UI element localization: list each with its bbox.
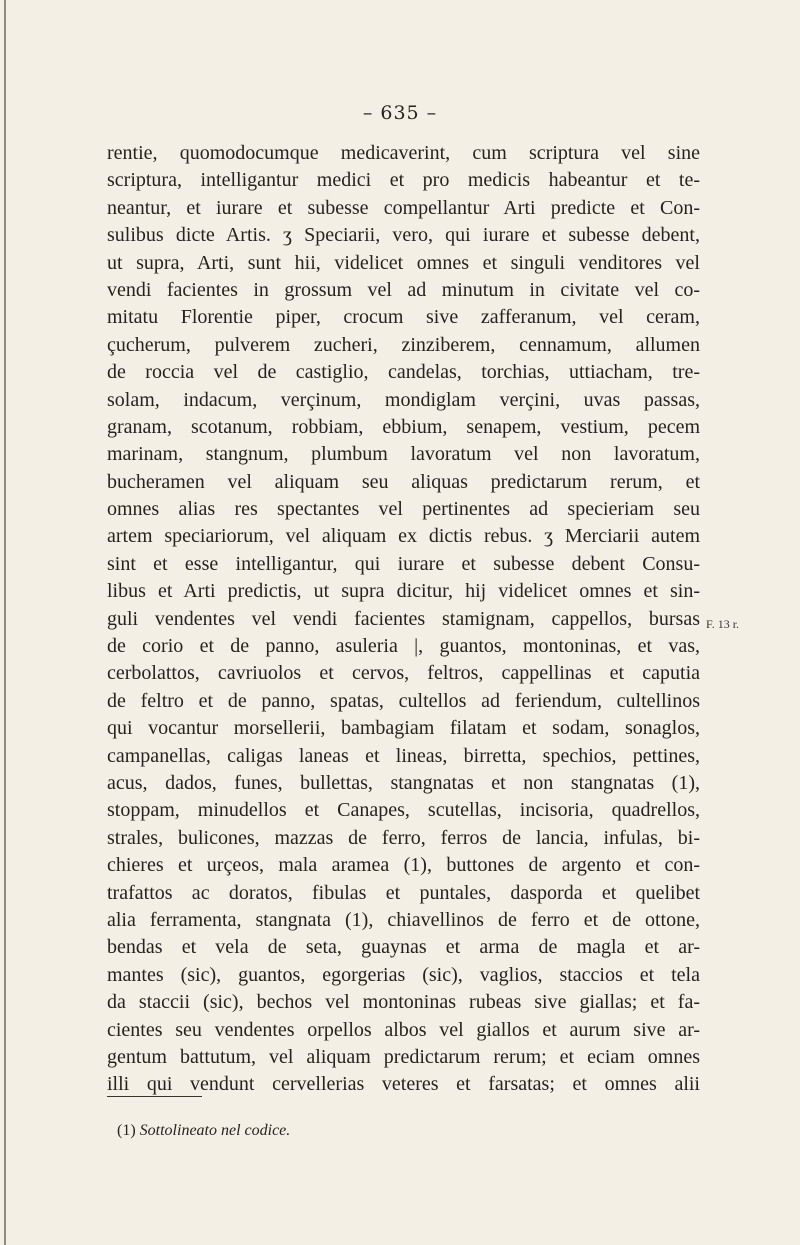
text-line: da staccii (sic), bechos vel montoninas rubeas sive giallas; et fa- (107, 991, 700, 1014)
text-line: rentie, quomodocumque medicaverint, cum scriptura vel sine (107, 142, 700, 164)
text-line: granam, scotanum, robbiam, ebbium, senapem, vestium, pecem (107, 415, 700, 438)
text-line: gentum battutum, vel aliquam predictarum rerum; et eciam omnes (107, 1045, 700, 1068)
text-line: mantes (sic), guantos, egorgerias (sic), vaglios, staccios et tela (107, 963, 700, 986)
text-line: sulibus dicte Artis. ʒ Speciarii, vero, qui iurare et subesse debent, (107, 224, 700, 247)
text-line: solam, indacum, verçinum, mondiglam verçini, uvas passas, (107, 388, 700, 411)
text-line: cientes seu vendentes orpellos albos vel giallos et aurum sive ar- (107, 1018, 700, 1041)
text-line: de roccia vel de castiglio, candelas, torchias, uttiacham, tre- (107, 361, 700, 384)
text-line: cerbolattos, cavriuolos et cervos, feltros, cappellinas et caputia (107, 662, 700, 685)
text-line: scriptura, intelligantur medici et pro medicis habeantur et te- (107, 169, 700, 192)
text-line: bendas et vela de seta, guaynas et arma de magla et ar- (107, 936, 700, 959)
text-line: çucherum, pulverem zucheri, zinziberem, cennamum, allumen (107, 333, 700, 356)
text-line: de corio et de panno, asuleria |, guantos, montoninas, et vas, (107, 635, 700, 658)
body-text (107, 140, 700, 1099)
text-line: artem speciariorum, vel aliquam ex dictis rebus. ʒ Merciarii autem (107, 525, 700, 548)
text-line: alia ferramenta, stangnata (1), chiavellinos de ferro et de ottone, (107, 908, 700, 931)
text-line: mitatu Florentie piper, crocum sive zafferanum, vel ceram, (107, 306, 700, 329)
footnote-separator (107, 1096, 202, 1097)
text-line: omnes alias res spectantes vel pertinentes ad specieriam seu (107, 498, 700, 521)
text-line: ut supra, Arti, sunt hii, videlicet omnes et singuli venditores vel (107, 251, 700, 274)
text-line: campanellas, caligas laneas et lineas, birretta, spechios, pettines, (107, 744, 700, 767)
text-line: chieres et urçeos, mala aramea (1), buttones de argento et con- (107, 854, 700, 877)
text-line: guli vendentes vel vendi facientes stamignam, cappellos, bursas (107, 607, 700, 630)
text-line: vendi facientes in grossum vel ad minutum in civitate vel co- (107, 278, 700, 301)
text-line: trafattos ac doratos, fibulas et puntales, dasporda et quelibet (107, 881, 700, 904)
footnote (117, 1122, 290, 1140)
text-line: neantur, et iurare et subesse compellantur Arti predicte et Con- (107, 196, 700, 219)
text-line: de feltro et de panno, spatas, cultellos ad feriendum, cultellinos (107, 689, 700, 712)
text-line: acus, dados, funes, bullettas, stangnatas et non stangnatas (1), (107, 771, 700, 794)
text-line: bucheramen vel aliquam seu aliquas predictarum rerum, et (107, 470, 700, 493)
folio-margin-note: F. 13 r. (706, 617, 740, 631)
footnote-text: Sottolineato nel codice. (139, 1122, 291, 1139)
page-number: – 635 – (362, 102, 438, 124)
text-line: marinam, stangnum, plumbum lavoratum vel non lavoratum, (107, 443, 700, 466)
text-line: sint et esse intelligantur, qui iurare et subesse debent Consu- (107, 552, 700, 575)
text-line: libus et Arti predictis, ut supra dicitur, hij videlicet omnes et sin- (107, 580, 700, 603)
page-edge-line (4, 0, 6, 1245)
text-line: qui vocantur morsellerii, bambagiam filatam et sodam, sonaglos, (107, 717, 700, 740)
text-line: illi qui vendunt cervellerias veteres et farsatas; et omnes alii (107, 1073, 700, 1096)
text-line: strales, bulicones, mazzas de ferro, ferros de lancia, infulas, bi- (107, 826, 700, 849)
footnote-marker: (1) (117, 1122, 136, 1139)
text-line: stoppam, minudellos et Canapes, scutellas, incisoria, quadrellos, (107, 799, 700, 822)
